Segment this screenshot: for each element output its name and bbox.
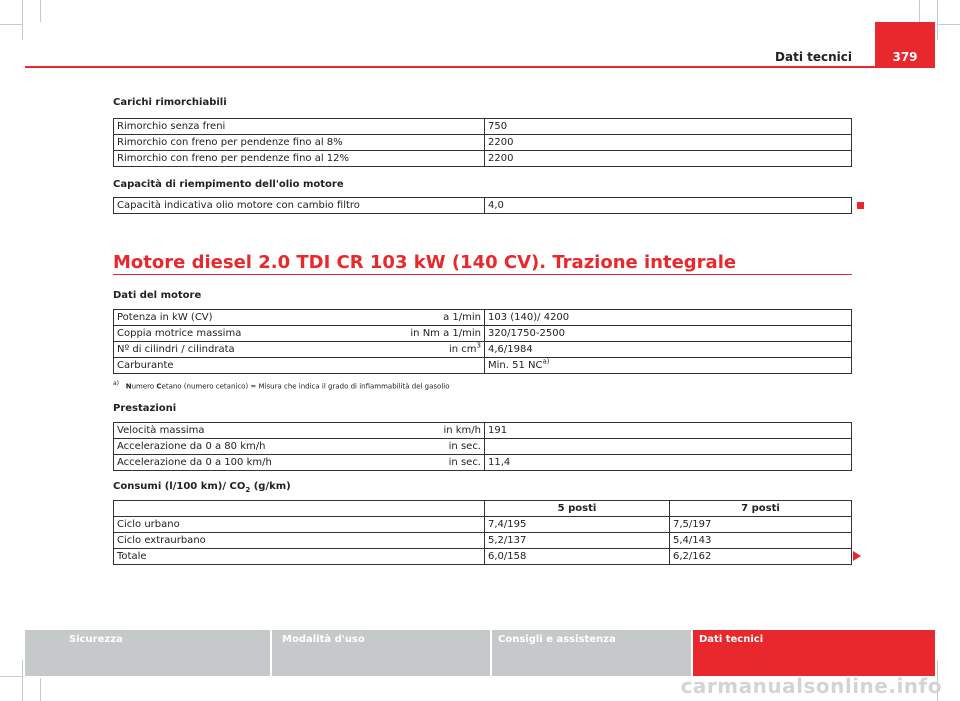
table-row [114, 326, 852, 342]
row-value-5-seats: 6,0/158 [485, 549, 670, 565]
consumption-heading-unit: (g/km) [250, 481, 291, 492]
nav-tab-sicurezza[interactable] [25, 630, 270, 676]
footer-navigation [25, 630, 935, 676]
header-rule [25, 66, 935, 68]
row-unit: in sec. [448, 441, 481, 452]
column-header: 5 posti [485, 501, 670, 517]
row-value: 4,0 [485, 198, 852, 214]
consumption-heading-text: Consumi (l/100 km)/ CO [113, 481, 246, 492]
row-unit: in sec. [448, 457, 481, 468]
crop-mark [22, 0, 23, 40]
row-value: 103 (140)/ 4200 [485, 310, 852, 326]
table-row [114, 439, 852, 455]
footnote-reference: a) [542, 357, 550, 366]
row-label-cell [114, 439, 485, 455]
engine-data-heading: Dati del motore [113, 290, 202, 301]
row-label: Capacità indicativa olio motore con cambio filtro [114, 198, 485, 214]
table-row [114, 533, 852, 549]
nav-tab-consigli-assistenza[interactable] [492, 630, 691, 676]
row-label: Rimorchio con freno per pendenze fino al 12% [114, 151, 485, 167]
row-value-5-seats: 5,2/137 [485, 533, 670, 549]
row-value: 191 [485, 423, 852, 439]
table-row [114, 455, 852, 471]
crop-mark [22, 660, 23, 701]
continue-arrow-icon [853, 551, 861, 561]
row-value: 2200 [485, 135, 852, 151]
row-value-7-seats: 5,4/143 [670, 533, 852, 549]
crop-mark [938, 24, 960, 25]
row-value-5-seats: 7,4/195 [485, 517, 670, 533]
column-header [114, 501, 485, 517]
row-label: Potenza in kW (CV) [117, 312, 213, 323]
crop-mark [0, 676, 22, 677]
crop-mark [40, 0, 41, 22]
row-label: Accelerazione da 0 a 100 km/h [117, 457, 272, 468]
row-label: Carburante [117, 360, 174, 371]
row-unit: in km/h [443, 425, 481, 436]
row-label-cell [114, 326, 485, 342]
column-header: 7 posti [670, 501, 852, 517]
footnote-text-1: umero [131, 382, 157, 391]
row-value: 11,4 [485, 455, 852, 471]
row-label-cell [114, 310, 485, 326]
row-unit: in Nm a 1/min [410, 328, 481, 339]
nav-tab-label: Modalità d'uso [282, 634, 365, 645]
nav-tab-modalita-uso[interactable] [272, 630, 490, 676]
nav-tab-label: Dati tecnici [699, 634, 764, 645]
performance-heading: Prestazioni [113, 403, 177, 414]
title-rule [113, 274, 852, 275]
row-value: 320/1750-2500 [485, 326, 852, 342]
oil-capacity-table [113, 197, 852, 214]
table-row [114, 358, 852, 374]
row-label-cell [114, 423, 485, 439]
crop-mark [919, 0, 920, 22]
trailer-loads-heading: Carichi rimorchiabili [113, 97, 227, 108]
footnote-marker: a) [113, 380, 120, 387]
row-value-7-seats: 7,5/197 [670, 517, 852, 533]
row-value [485, 439, 852, 455]
watermark: carmanualsonline.info [680, 674, 942, 698]
row-value: 4,6/1984 [485, 342, 852, 358]
row-value: 750 [485, 119, 852, 135]
footnote [113, 380, 450, 390]
trailer-loads-table [113, 118, 852, 167]
row-label: Rimorchio senza freni [114, 119, 485, 135]
row-value: Min. 51 NC [488, 360, 543, 371]
row-label: Totale [114, 549, 485, 565]
table-row [114, 423, 852, 439]
row-label-cell [114, 455, 485, 471]
engine-data-table [113, 309, 852, 374]
section-title: Dati tecnici [775, 50, 852, 64]
footnote-initial-c: C [156, 382, 162, 391]
consumption-heading [113, 481, 291, 494]
table-row [114, 517, 852, 533]
row-label: Velocità massima [117, 425, 205, 436]
crop-mark [40, 678, 41, 701]
consumption-table [113, 500, 852, 565]
page-title: Motore diesel 2.0 TDI CR 103 kW (140 CV). Trazione integrale [113, 252, 737, 273]
row-unit-group [449, 342, 481, 357]
crop-mark [0, 24, 22, 25]
row-label: Ciclo extraurbano [114, 533, 485, 549]
row-value-cell [485, 358, 852, 374]
row-label-cell [114, 342, 485, 358]
unit-superscript: 3 [476, 341, 481, 350]
nav-tab-dati-tecnici[interactable] [693, 630, 935, 676]
nav-tab-label: Consigli e assistenza [498, 634, 616, 645]
consumption-heading-subscript: 2 [245, 486, 251, 494]
table-header-row [114, 501, 852, 517]
table-row [114, 549, 852, 565]
row-unit: a 1/min [443, 312, 481, 323]
row-label-cell [114, 358, 485, 374]
crop-mark [937, 0, 938, 40]
end-of-section-marker-icon [857, 202, 864, 209]
table-row [114, 342, 852, 358]
table-row [114, 198, 852, 214]
table-row [114, 151, 852, 167]
table-row [114, 135, 852, 151]
row-label: Coppia motrice massima [117, 328, 242, 339]
row-label: Rimorchio con freno per pendenze fino al 8% [114, 135, 485, 151]
row-label: Ciclo urbano [114, 517, 485, 533]
nav-tab-label: Sicurezza [69, 634, 123, 645]
row-value-7-seats: 6,2/162 [670, 549, 852, 565]
table-row [114, 310, 852, 326]
row-value: 2200 [485, 151, 852, 167]
table-row [114, 119, 852, 135]
page-number: 379 [892, 50, 918, 64]
row-unit: in cm [448, 344, 477, 355]
row-label: Nº di cilindri / cilindrata [117, 344, 235, 355]
footnote-initial-n: N [125, 382, 132, 391]
oil-capacity-heading: Capacità di riempimento dell'olio motore [113, 179, 344, 190]
row-label: Accelerazione da 0 a 80 km/h [117, 441, 266, 452]
performance-table [113, 422, 852, 471]
footnote-text-2: etano (numero cetanico) = Misura che indica il grado di infiammabilità del gasolio [161, 382, 450, 391]
